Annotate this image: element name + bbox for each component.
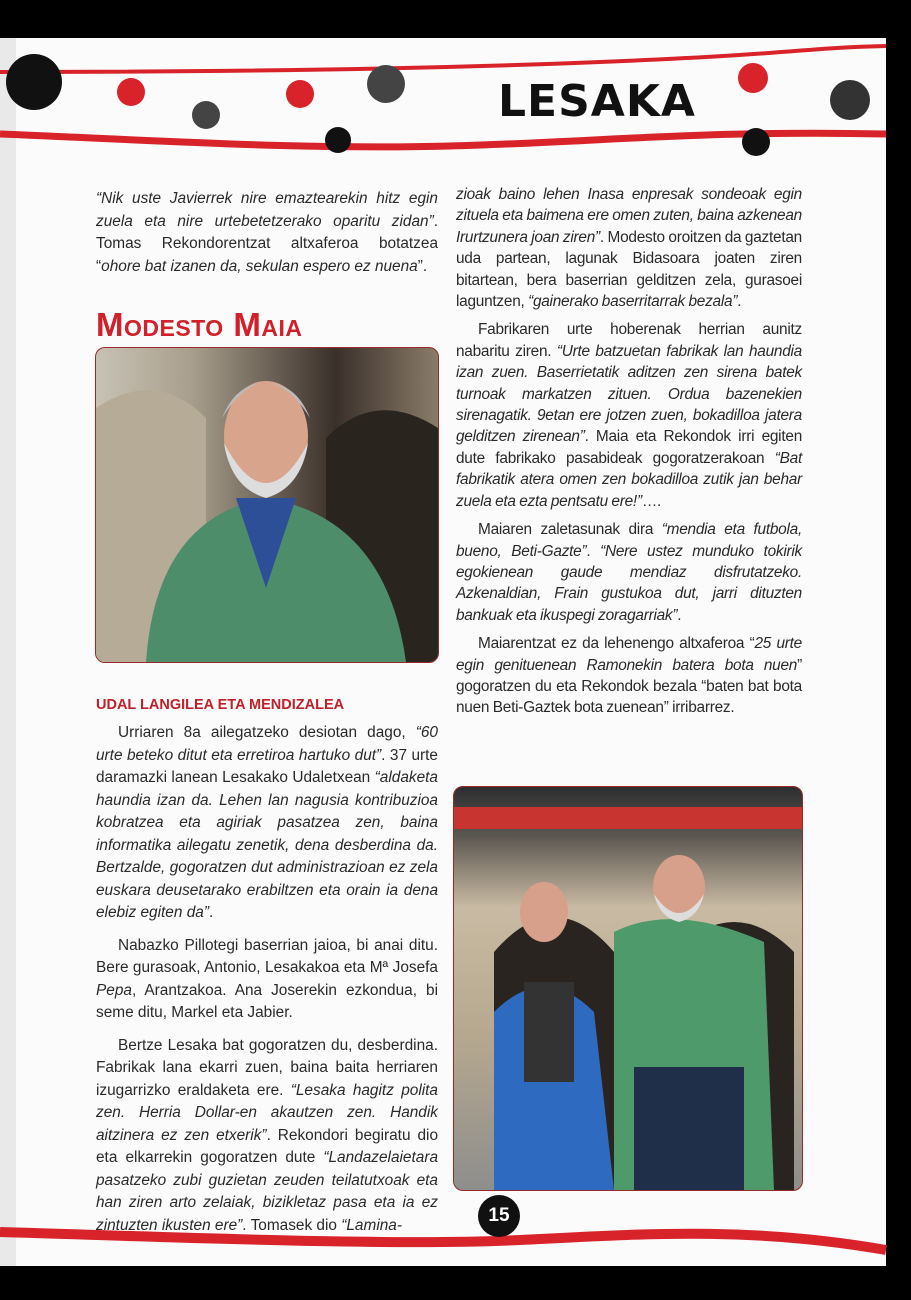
magazine-section-title: LESAKA xyxy=(498,76,696,127)
quote-text: “Lamina- xyxy=(341,1216,402,1234)
body-text: Maiaren zaletasunak dira xyxy=(478,521,662,539)
dot-red xyxy=(286,80,314,108)
quote-text: “Landazelaietara pasatzeko zubi guzietan zeuden teilatutxoak eta han ziren arto zelaiak, bizikletaz pasa eta ia ez zintuzten ikusten ere” xyxy=(96,1149,438,1234)
section-subheading: UDAL LANGILEA ETA MENDIZALEA xyxy=(96,697,345,713)
body-text: ” gogoratzen du eta Rekondok bezala “baten bat bota nuen Beti-Gaztek bota zuenean” irribarrez. xyxy=(456,656,802,717)
quote-text: 25 urte egin genituenean Ramonekin batera bota nuen xyxy=(456,635,802,674)
dot-grey xyxy=(367,65,405,103)
paragraph xyxy=(456,633,802,719)
paragraph xyxy=(96,188,438,278)
quote-text: “Urte batzuetan fabrikak lan haundia izan zuen. Baserrietatik aditzen zen sirena batek turnoak markatzen zituen. Ordua bazenekien sirenagatik. 9etan ere jotzen zuen, bokadilloa jatera gelditzen zirenean” xyxy=(456,342,802,446)
body-text: , Arantzakoa. Ana Joserekin ezkondua, bi seme ditu, Markel eta Jabier. xyxy=(96,981,438,1021)
dot-red xyxy=(117,78,145,106)
body-text: Urriaren 8a ailegatzeko desiotan dago, xyxy=(118,724,416,741)
body-text: …. xyxy=(641,492,661,510)
paragraph xyxy=(456,184,802,312)
body-text: . Tomasek dio xyxy=(242,1216,342,1234)
page-number: 15 xyxy=(478,1195,520,1237)
body-text: . xyxy=(208,904,214,921)
body-text: Nabazko Pillotegi baserrian jaioa, bi anai ditu. Bere gurasoak, Antonio, Lesakakoa eta Mª Josefa xyxy=(96,936,438,976)
paragraph xyxy=(96,722,438,925)
quote-text: zioak baino lehen Inasa enpresak sondeoak egin zituela eta baimena ere omen zuten, baina azkenean Irurtzunera joan ziren” xyxy=(456,186,802,246)
body-text: Maiarentzat ez da lehenengo altxaferoa “ xyxy=(478,635,755,653)
dot-grey xyxy=(192,101,220,129)
dot-grey xyxy=(830,80,870,120)
dot-red xyxy=(738,63,768,93)
two-men-photo xyxy=(453,786,803,1191)
body-text: . xyxy=(586,542,601,560)
quote-text: “60 urte beteko ditut eta erretiroa hartuko dut” xyxy=(96,724,438,764)
quote-text: “Bat fabrikatik atera omen zen bokadilloa zutik jan behar zuela eta ezta pentsatu ere!” xyxy=(456,449,802,510)
left-intro-text xyxy=(96,188,438,288)
body-text: . Rekondori begiratu dio eta elkarrekin gogoratzen dute xyxy=(96,1126,438,1166)
quote-text: Pepa xyxy=(96,981,132,999)
body-text: . xyxy=(737,293,742,311)
dot-black xyxy=(6,54,62,110)
dot-black xyxy=(742,128,770,156)
body-text: . 37 urte daramazki lanean Lesakako Udaletxean xyxy=(96,746,438,786)
quote-text: “Nere ustez munduko tokirik egokienean gaude mendiaz disfrutatzeko. Azkenaldian, Frain gustukoa dut, jarri dituzten bankuak eta ikuspegi zoragarriak” xyxy=(456,542,802,624)
paragraph xyxy=(96,1035,438,1238)
two-men-illustration xyxy=(454,787,802,1190)
body-text: Bertze Lesaka bat gogoratzen du, desberdina. Fabrikak lana ekarri zuen, baina baita herriaren izugarrizko eraldaketa ere. xyxy=(96,1036,438,1099)
quote-text: “aldaketa haundia izan da. Lehen lan nagusia kontribuzioa kobratzea eta agiriak pasatzea zen, baina informatika ailegatu zenetik, dena desberdina da. Bertzalde, gogoratzen dut administrazioan ez zela euskara deusetarako erabiltzen eta orain ia dena elebiz egiten da” xyxy=(96,769,438,921)
left-body-text xyxy=(96,722,438,1247)
portrait-photo xyxy=(95,347,439,663)
body-text: . Modesto oroitzen da gaztetan uda partean, lagunak Bidasoara joaten ziren bitartean, bera baserrian gelditzen zela, gurasoei laguntzen, xyxy=(456,228,802,311)
body-text: ”. xyxy=(417,257,428,275)
quote-text: “Lesaka hagitz polita zen. Herria Dollar-en akautzen zen. Handik aitzinera ez zen etxerik” xyxy=(96,1081,438,1144)
paragraph xyxy=(456,519,802,626)
quote-text: “mendia eta futbola, bueno, Beti-Gazte” xyxy=(456,521,802,560)
quote-text: “Nik uste Javierrek nire emaztearekin hitz egin zuela eta nire urtebetetzerako oparitu zidan” xyxy=(96,190,438,230)
paragraph xyxy=(456,319,802,512)
portrait-illustration xyxy=(96,348,438,662)
paragraph xyxy=(96,935,438,1025)
body-text: . Tomas Rekondorentzat altxaferoa botatzea “ xyxy=(96,212,438,275)
body-text: Fabrikaren urte hoberenak herrian aunitz nabaritu ziren. xyxy=(456,321,802,360)
quote-text: ohore bat izanen da, sekulan espero ez nuena xyxy=(101,257,418,275)
body-text: . xyxy=(677,606,682,624)
dot-black xyxy=(325,127,351,153)
right-body-text xyxy=(456,184,802,726)
quote-text: “gainerako baserritarrak bezala” xyxy=(528,293,738,311)
section-heading: Modesto Maia xyxy=(96,306,303,343)
body-text: . Maia eta Rekondok irri egiten dute fabrikako pasabideak gogoratzerakoan xyxy=(456,428,802,467)
